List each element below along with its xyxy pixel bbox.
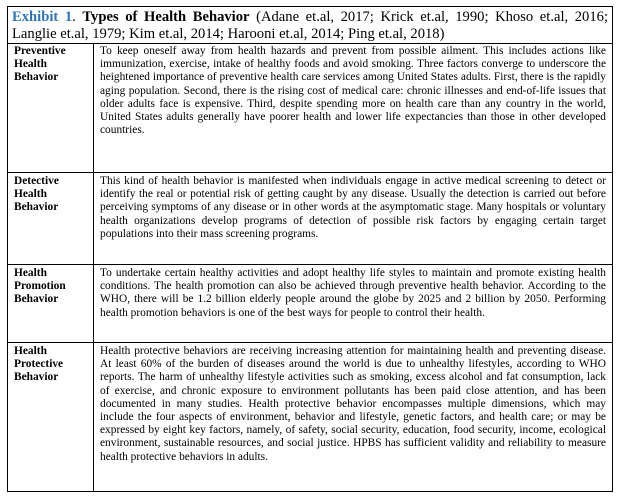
behavior-description: To undertake certain healthy activities and adopt healthy life styles to maintain and promote existing health conditions. The health promotion can also be achieved through preventive health behavior. According to the WHO, there will be 1.2 billion elderly people around the globe by 2025 and 2 billion by 2050. Performing health promotion behaviors is one of the best ways for people to control their health. [100,267,606,319]
table-row-preventive [8,43,612,173]
behavior-term: Preventive Health Behavior [8,43,94,172]
table-row-health-protective [8,343,612,491]
exhibit-label: Exhibit 1 [12,9,73,25]
behavior-term: Health Promotion Behavior [8,265,94,342]
behavior-description: This kind of health behavior is manifested when individuals engage in active medical screening to detect or identify the real or potential risk of getting caught by any disease. Usually the detection is carried out before perceiving symptoms of any disease or in other words at the asymptomatic stage. Many hospitals or voluntary health organizations develop programs of detection of possible risk factors by engaging certain target populations into their mass screening programs. [100,175,606,240]
exhibit-label-separator: . [72,9,76,25]
exhibit-table [7,6,613,492]
behavior-description: Health protective behaviors are receiving increasing attention for maintaining health and preventing disease. At least 60% of the burden of diseases around the world is due to unhealthy lifestyles, according to WHO reports. The harm of unhealthy lifestyle activities such as smoking, excess alcohol and fat consumption, lack of exercise, and chronic exposure to environment pollutants has been paid close attention, and has been documented in many studies. Health protective behavior encompasses multiple dimensions, which may include the four aspects of environment, behavior and lifestyle, genetic factors, and health care; or may be expressed by eight key factors, namely, of safety, social security, education, food security, income, ecological environment, sustainable resources, and social justice. HPBS has sufficient validity and reliability to measure health protective behaviors in adults. [100,345,606,463]
exhibit-citation: (Adane et.al, 2017; Krick et.al, 1990; Khoso et.al, 2016; Langlie et.al, 1979; Kim et.al, 2014; Harooni et.al, 2014; Ping et.al, 2018) [12,9,609,42]
behavior-term: Detective Health Behavior [8,173,94,264]
table-row-health-promotion [8,265,612,343]
behavior-term: Health Protective Behavior [8,343,94,491]
exhibit-title: Types of Health Behavior [82,9,250,25]
table-row-detective [8,173,612,265]
exhibit-caption [8,7,612,44]
behavior-description: To keep oneself away from health hazards and prevent from possible ailment. This includes actions like immunization, exercise, intake of healthy foods and avoid smoking. Three factors converge to underscore the heightened importance of preventive health care services among United States adults. First, there is the rapidly aging population. Second, there is the rising cost of medical care: chronic illnesses and end-of-life issues that older adults face is expensive. Third, despite spending more on health care than any country in the world, United States adults generally have poorer health and lower life expectancies than those in other developed countries. [100,45,606,137]
